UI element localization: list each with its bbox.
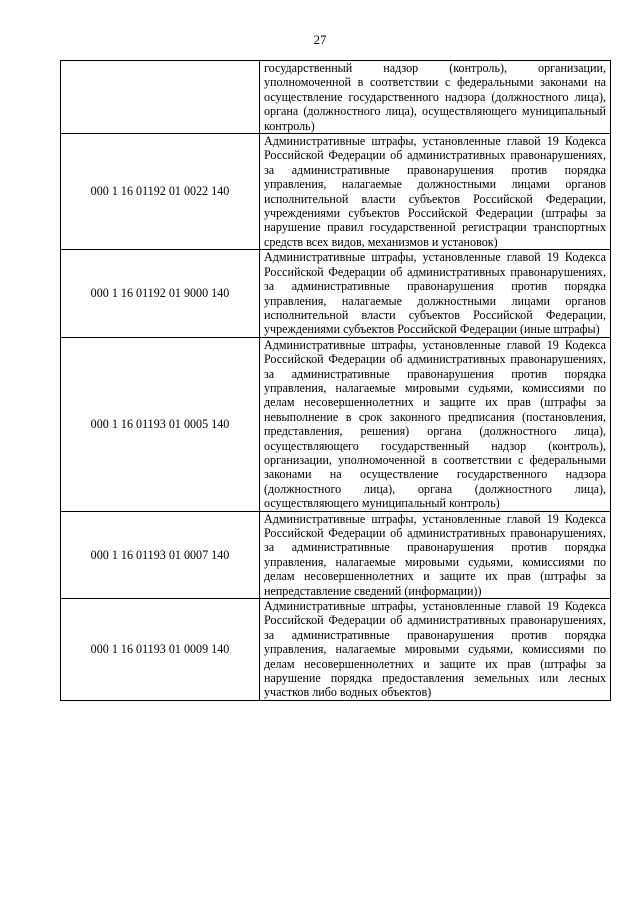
table-row bbox=[61, 599, 611, 701]
description-cell: государственный надзор (контроль), организации, уполномоченной в соответствии с федеральными законами на осуществление государственного надзора (должностного лица), органа (должностного лица), осуществляющего муниципальный контроль) bbox=[260, 61, 611, 134]
page-number: 27 bbox=[313, 32, 327, 47]
table-row bbox=[61, 250, 611, 337]
description-cell: Административные штрафы, установленные главой 19 Кодекса Российской Федерации об административных правонарушениях, за административные правонарушения против порядка управления, налагаемые мировыми судьями, комиссиями по делам несовершеннолетних и защите их прав (штрафы за непредставление сведений (информации)) bbox=[260, 511, 611, 598]
description-cell: Административные штрафы, установленные главой 19 Кодекса Российской Федерации об административных правонарушениях, за административные правонарушения против порядка управления, налагаемые должностными лицами органов исполнительной власти субъектов Российской Федерации, учреждениями субъектов Российской Федерации (штрафы за нарушение правил государственной регистрации транспортных средств всех видов, механизмов и установок) bbox=[260, 134, 611, 250]
budget-codes-table bbox=[60, 60, 611, 701]
code-cell: 000 1 16 01193 01 0009 140 bbox=[61, 599, 260, 701]
description-cell: Административные штрафы, установленные главой 19 Кодекса Российской Федерации об административных правонарушениях, за административные правонарушения против порядка управления, налагаемые должностными лицами органов исполнительной власти субъектов Российской Федерации, учреждениями субъектов Российской Федерации (иные штрафы) bbox=[260, 250, 611, 337]
code-cell: 000 1 16 01192 01 0022 140 bbox=[61, 134, 260, 250]
code-cell: 000 1 16 01193 01 0007 140 bbox=[61, 511, 260, 598]
table-row bbox=[61, 61, 611, 134]
code-cell: 000 1 16 01192 01 9000 140 bbox=[61, 250, 260, 337]
description-cell: Административные штрафы, установленные главой 19 Кодекса Российской Федерации об административных правонарушениях, за административные правонарушения против порядка управления, налагаемые мировыми судьями, комиссиями по делам несовершеннолетних и защите их прав (штрафы за нарушение порядка предоставления земельных или лесных участков либо водных объектов) bbox=[260, 599, 611, 701]
table-row bbox=[61, 337, 611, 511]
description-cell: Административные штрафы, установленные главой 19 Кодекса Российской Федерации об административных правонарушениях, за административные правонарушения против порядка управления, налагаемые мировыми судьями, комиссиями по делам несовершеннолетних и защите их прав (штрафы за невыполнение в срок законного предписания (постановления, представления, решения) органа (должностного лица), осуществляющего государственный надзор (контроль), организации, уполномоченной в соответствии с федеральными законами на осуществление государственного надзора (должностного лица), органа (должностного лица), осуществляющего муниципальный контроль) bbox=[260, 337, 611, 511]
table-row bbox=[61, 134, 611, 250]
code-cell: 000 1 16 01193 01 0005 140 bbox=[61, 337, 260, 511]
table-row bbox=[61, 511, 611, 598]
code-cell bbox=[61, 61, 260, 134]
